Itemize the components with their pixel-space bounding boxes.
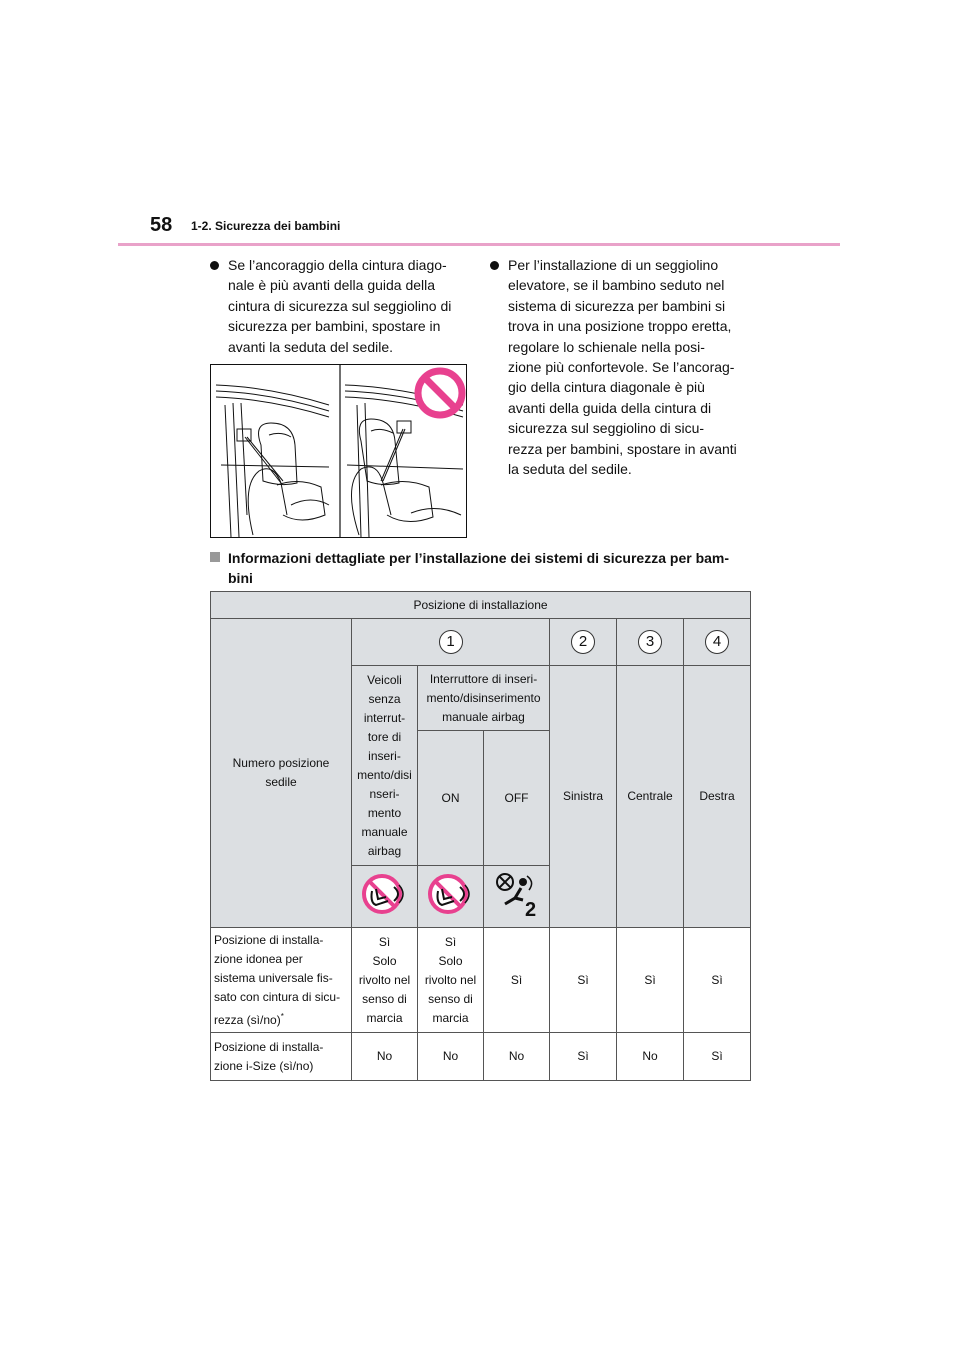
table-cell: Sì xyxy=(484,928,550,1033)
bullet-dot-icon xyxy=(210,261,219,270)
bullet-item xyxy=(210,255,480,357)
table-cell: Sì xyxy=(550,928,617,1033)
bullet-item xyxy=(490,255,760,479)
table-cell: Sì xyxy=(684,1033,751,1081)
table-cell: Sì Solo rivolto nel senso di marcia xyxy=(418,928,484,1033)
section-title: 1-2. Sicurezza dei bambini xyxy=(191,219,341,233)
circled-number: 1 xyxy=(439,630,463,654)
airbag-off-cell xyxy=(484,866,550,928)
booster-seat-drawing xyxy=(211,365,466,537)
row-label-universal-text: Posizione di installa- zione idonea per sistema universale fis- sato con cintura di sicu- rezza (sì/no) xyxy=(214,932,341,1027)
bullet-text: Per l’installazione di un seggiolino elevatore, se il bambino seduto nel sistema di sicurezza per bambini si trova in una posizione troppo eretta, regolare lo schienale nella posi- zione più confortevole. Se l’ancorag- gio della cintura diagonale è più avanti della guida della cintura di sicurezza sul seggiolino di sicu- rezza per bambini, spostare in avanti la seduta del sedile. xyxy=(508,257,737,478)
airbag-on-cell xyxy=(418,866,484,928)
seat-position-1 xyxy=(352,619,550,666)
booster-seat-illustration xyxy=(210,364,467,538)
seat-position-4 xyxy=(684,619,751,666)
no-entry-icon xyxy=(418,371,462,415)
bullet-text: Se l’ancoraggio della cintura diago- nale è più avanti della guida della cintura di sicurezza sul seggiolino di sicurezza per bambini, spostare in avanti la seduta del sedile. xyxy=(228,257,452,355)
seat-position-3 xyxy=(617,619,684,666)
table-cell: Sì Solo rivolto nel senso di marcia xyxy=(352,928,418,1033)
seat-position-2 xyxy=(550,619,617,666)
table-cell: Sì xyxy=(550,1033,617,1081)
circled-number: 2 xyxy=(571,630,595,654)
table-cell: No xyxy=(617,1033,684,1081)
seat-number-label: Numero posizione sedile xyxy=(211,619,352,928)
sinistra-label: Sinistra xyxy=(550,666,617,928)
off-label: OFF xyxy=(484,731,550,866)
destra-label: Destra xyxy=(684,666,751,928)
table-cell: Sì xyxy=(684,928,751,1033)
circled-number: 4 xyxy=(705,630,729,654)
footnote-marker: * xyxy=(280,1011,284,1021)
bullet-dot-icon xyxy=(490,261,499,270)
table-cell: No xyxy=(484,1033,550,1081)
subheading-text: Informazioni dettagliate per l’installazione dei sistemi di sicurezza per bam- bini xyxy=(228,550,730,586)
passenger-airbag-icon xyxy=(493,870,541,918)
airbag-off-icon xyxy=(428,871,474,917)
circled-number: 3 xyxy=(638,630,662,654)
table-header: Posizione di installazione xyxy=(211,592,751,619)
veicoli-label: Veicoli senza interrut- tore di inseri- mento/disi nseri- mento manuale airbag xyxy=(352,666,418,866)
on-label: ON xyxy=(418,731,484,866)
page-number: 58 xyxy=(150,214,173,236)
installation-table xyxy=(210,591,751,1081)
airbag-deactivated-cell xyxy=(352,866,418,928)
switch-label: Interruttore di inseri- mento/disinserimento manuale airbag xyxy=(418,666,550,731)
centrale-label: Centrale xyxy=(617,666,684,928)
header-rule xyxy=(118,243,840,246)
airbag-icon-number: 2 xyxy=(524,898,536,918)
table-cell: No xyxy=(352,1033,418,1081)
row-label-isize: Posizione di installa- zione i-Size (sì/no) xyxy=(211,1033,352,1081)
airbag-off-icon xyxy=(362,871,408,917)
square-bullet-icon xyxy=(210,552,220,562)
table-cell: Sì xyxy=(617,928,684,1033)
subheading xyxy=(210,548,755,588)
table-cell: No xyxy=(418,1033,484,1081)
row-label-universal xyxy=(211,928,352,1033)
